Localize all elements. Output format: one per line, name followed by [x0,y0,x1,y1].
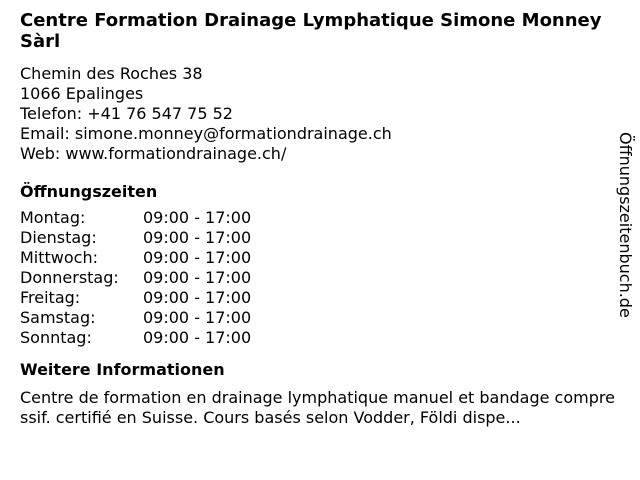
street-address: Chemin des Roches 38 [20,64,203,83]
hours-row [20,268,616,288]
hours-row [20,328,616,348]
hours-time: 09:00 - 17:00 [143,288,252,307]
business-name: Centre Formation Drainage Lymphatique Simone Monney Sàrl [20,10,602,52]
hours-time: 09:00 - 17:00 [143,248,252,267]
hours-time: 09:00 - 17:00 [143,228,252,247]
hours-row [20,288,616,308]
hours-day: Mittwoch: [20,248,98,267]
business-card [20,10,616,428]
hours-day: Montag: [20,208,86,227]
city-address: 1066 Epalinges [20,84,144,103]
hours-time: 09:00 - 17:00 [143,308,252,327]
further-info-heading: Weitere Informationen [20,360,225,379]
opening-hours-heading: Öffnungszeiten [20,182,158,201]
opening-hours-table [20,208,616,348]
hours-row [20,228,616,248]
further-info-text: Centre de formation en drainage lymphatique manuel et bandage compressif. certifié en Suisse. Cours basés selon Vodder, Földi dispe... [20,388,615,427]
hours-day: Sonntag: [20,328,92,347]
hours-row [20,208,616,228]
hours-time: 09:00 - 17:00 [143,208,252,227]
hours-day: Donnerstag: [20,268,119,287]
hours-row [20,248,616,268]
hours-day: Dienstag: [20,228,97,247]
email-address[interactable]: Email: simone.monney@formationdrainage.ch [20,124,392,143]
hours-time: 09:00 - 17:00 [143,328,252,347]
website-link[interactable]: Web: www.formationdrainage.ch/ [20,144,287,163]
site-watermark: Öffnungszeitenbuch.de [616,132,635,318]
phone-number[interactable]: Telefon: +41 76 547 75 52 [20,104,233,123]
hours-row [20,308,616,328]
hours-day: Freitag: [20,288,81,307]
contact-block [20,64,616,164]
hours-time: 09:00 - 17:00 [143,268,252,287]
hours-day: Samstag: [20,308,96,327]
